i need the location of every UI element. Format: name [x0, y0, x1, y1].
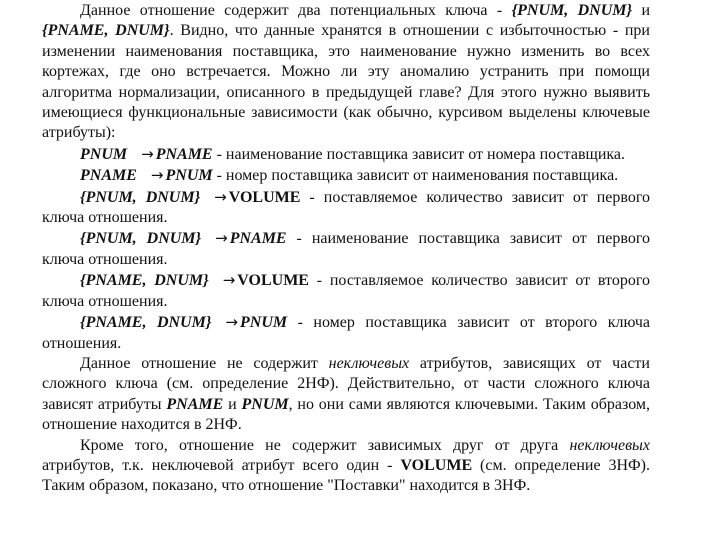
dependency-item	[42, 228, 650, 270]
3nf-paragraph	[42, 436, 650, 497]
text-run: и	[223, 395, 242, 413]
dependency-rhs: PNUM	[165, 167, 213, 185]
text-run: . Видно, что данные хранятся в отношении с избыточностью - при изменении наименования поставщика, это наименование нужно изменить во всех кортежах, где оно встречается. Можно ли эту аномалию устранить при помощи алгоритма нормализации, описанного в предыдущей главе? Для этого нужно выявить имеющиеся функциональные зависимости (как обычно, курсивом выделены ключевые атрибуты):	[42, 22, 650, 142]
dependency-description: - номер поставщика зависит от второго ключа отношения.	[42, 314, 650, 352]
arrow-icon: →	[225, 313, 238, 332]
emphasis-term: неключевых	[328, 354, 410, 372]
attribute-pname: PNAME	[166, 395, 224, 413]
text-run: и	[632, 2, 650, 19]
dependency-rhs: PNAME	[155, 145, 213, 163]
dependency-item	[42, 165, 650, 186]
text-run: атрибутов, зависящих от части сложного ключа (см. определение 2НФ). Действительно, от части сложного ключа зависят атрибуты	[42, 354, 650, 413]
text-run: Данное отношение содержит два потенциальных ключа -	[80, 2, 512, 19]
text-run: Кроме того, отношение не содержит зависимых друг от друга	[80, 436, 570, 454]
dependency-description: - поставляемое количество зависит от первого ключа отношения.	[42, 188, 650, 227]
dependency-lhs: {PNUM, DNUM}	[80, 230, 202, 248]
arrow-icon: →	[150, 166, 164, 185]
dependency-item	[42, 187, 650, 229]
arrow-icon: →	[214, 187, 227, 206]
dependency-description: - наименование поставщика зависит от номера поставщика.	[212, 145, 626, 163]
attribute-pnum: PNUM	[241, 395, 289, 413]
text-run: атрибутов, т.к. неключевой атрибут всего один -	[42, 456, 401, 474]
key-pname-dnum: {PNAME, DNUM}	[42, 22, 170, 40]
intro-paragraph	[42, 1, 650, 144]
dependency-lhs: {PNUM, DNUM}	[80, 188, 201, 206]
attribute-volume: VOLUME	[400, 456, 473, 474]
text-run: (см. определение 3НФ). Таким образом, показано, что отношение "Поставки" находится в 3НФ.	[42, 456, 651, 495]
text-run: , но они сами являются ключевыми. Таким образом, отношение находится в 2НФ.	[42, 395, 651, 434]
dependency-lhs: PNUM	[80, 145, 128, 163]
dependency-item	[42, 270, 650, 312]
2nf-paragraph	[42, 354, 650, 436]
dependency-item	[42, 312, 650, 354]
text-run: Данное отношение не содержит	[80, 354, 329, 372]
dependency-rhs: VOLUME	[228, 188, 301, 206]
emphasis-term: неключевых	[569, 436, 650, 454]
key-pnum-dnum: {PNUM, DNUM}	[511, 2, 633, 19]
dependency-rhs: VOLUME	[237, 272, 309, 290]
dependency-rhs: PNUM	[239, 314, 288, 332]
dependency-lhs: {PNAME, DNUM}	[80, 272, 209, 290]
dependency-description: - поставляемое количество зависит от второго ключа отношения.	[42, 272, 650, 310]
arrow-icon: →	[222, 271, 236, 290]
dependency-lhs: PNAME	[80, 167, 137, 185]
dependency-description: - номер поставщика зависит от наименования поставщика.	[212, 167, 619, 185]
dependency-rhs: PNAME	[229, 230, 287, 248]
document-text	[42, 1, 650, 497]
dependency-lhs: {PNAME, DNUM}	[80, 314, 212, 332]
arrow-icon: →	[215, 229, 228, 248]
dependency-item	[42, 144, 650, 165]
dependency-description: - наименование поставщика зависит от первого ключа отношения.	[42, 230, 651, 268]
arrow-icon: →	[141, 144, 154, 163]
